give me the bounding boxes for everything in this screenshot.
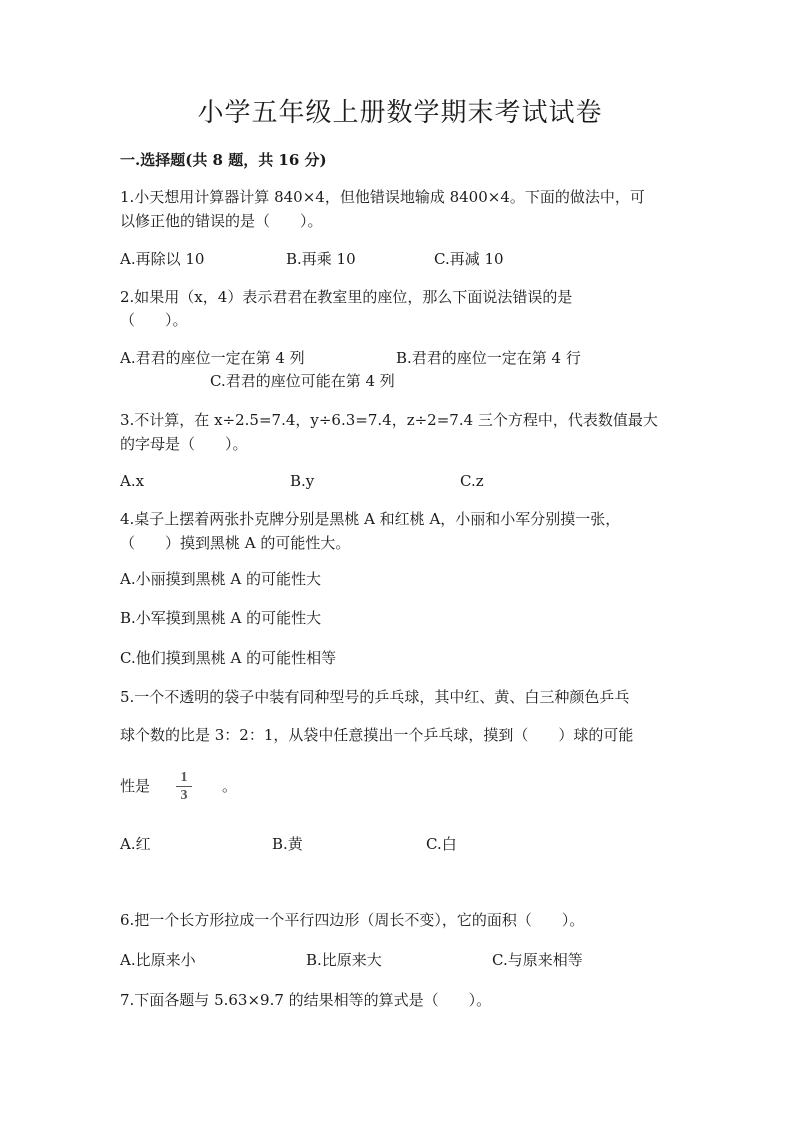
question-5-line-end: 。	[222, 777, 238, 795]
fraction-numerator: 1	[180, 770, 188, 785]
question-6-option-b: B.比原来大	[306, 951, 382, 969]
question-2-line-1: 2.如果用（x，4）表示君君在教室里的座位，那么下面说法错误的是	[120, 288, 573, 306]
question-5-line-3: 性是	[120, 777, 151, 795]
question-7-line-1: 7.下面各题与 5.63×9.7 的结果相等的算式是（ ）。	[120, 991, 492, 1009]
question-6-line-1: 6.把一个长方形拉成一个平行四边形（周长不变），它的面积（ ）。	[120, 911, 585, 929]
fraction-bar	[176, 786, 192, 787]
question-2-option-b: B.君君的座位一定在第 4 行	[396, 349, 581, 367]
fraction-denominator: 3	[180, 788, 188, 803]
question-4-option-a: A.小丽摸到黑桃 A 的可能性大	[120, 570, 321, 588]
fraction-one-third	[176, 770, 192, 803]
section-heading: 一.选择题(共 8 题，共 16 分)	[120, 151, 327, 169]
question-4-option-c: C.他们摸到黑桃 A 的可能性相等	[120, 649, 337, 667]
question-3-line-1: 3.不计算，在 x÷2.5=7.4，y÷6.3=7.4，z÷2=7.4 三个方程中，代表数值最大	[120, 411, 658, 429]
question-6-option-c: C.与原来相等	[492, 951, 583, 969]
question-1-line-1: 1.小天想用计算器计算 840×4，但他错误地输成 8400×4。下面的做法中，可	[120, 188, 645, 206]
question-1-option-a: A.再除以 10	[120, 250, 205, 268]
question-5-option-b: B.黄	[272, 835, 303, 853]
question-5-line-1: 5.一个不透明的袋子中装有同种型号的乒乓球，其中红、黄、白三种颜色乒乓	[120, 688, 630, 706]
question-3-line-2: 的字母是（ ）。	[120, 435, 248, 453]
question-2-option-c: C.君君的座位可能在第 4 列	[210, 372, 395, 390]
question-1-line-2: 以修正他的错误的是（ ）。	[120, 212, 323, 230]
question-3-option-a: A.x	[120, 472, 145, 490]
question-2-line-2: （ ）。	[120, 311, 188, 329]
question-5-option-c: C.白	[426, 835, 457, 853]
question-4-line-2: （ ）摸到黑桃 A 的可能性大。	[120, 534, 351, 552]
question-4-option-b: B.小军摸到黑桃 A 的可能性大	[120, 609, 322, 627]
question-5-option-a: A.红	[120, 835, 151, 853]
question-6-option-a: A.比原来小	[120, 951, 196, 969]
question-1-option-b: B.再乘 10	[286, 250, 356, 268]
question-5-line-2: 球个数的比是 3：2：1，从袋中任意摸出一个乒乓球，摸到（ ）球的可能	[120, 726, 634, 744]
question-4-line-1: 4.桌子上摆着两张扑克牌分别是黑桃 A 和红桃 A，小丽和小军分别摸一张，	[120, 510, 621, 528]
page-title: 小学五年级上册数学期末考试试卷	[197, 98, 603, 128]
question-1-option-c: C.再减 10	[434, 250, 504, 268]
question-3-option-b: B.y	[290, 472, 315, 490]
question-3-option-c: C.z	[460, 472, 484, 490]
question-2-option-a: A.君君的座位一定在第 4 列	[120, 349, 305, 367]
